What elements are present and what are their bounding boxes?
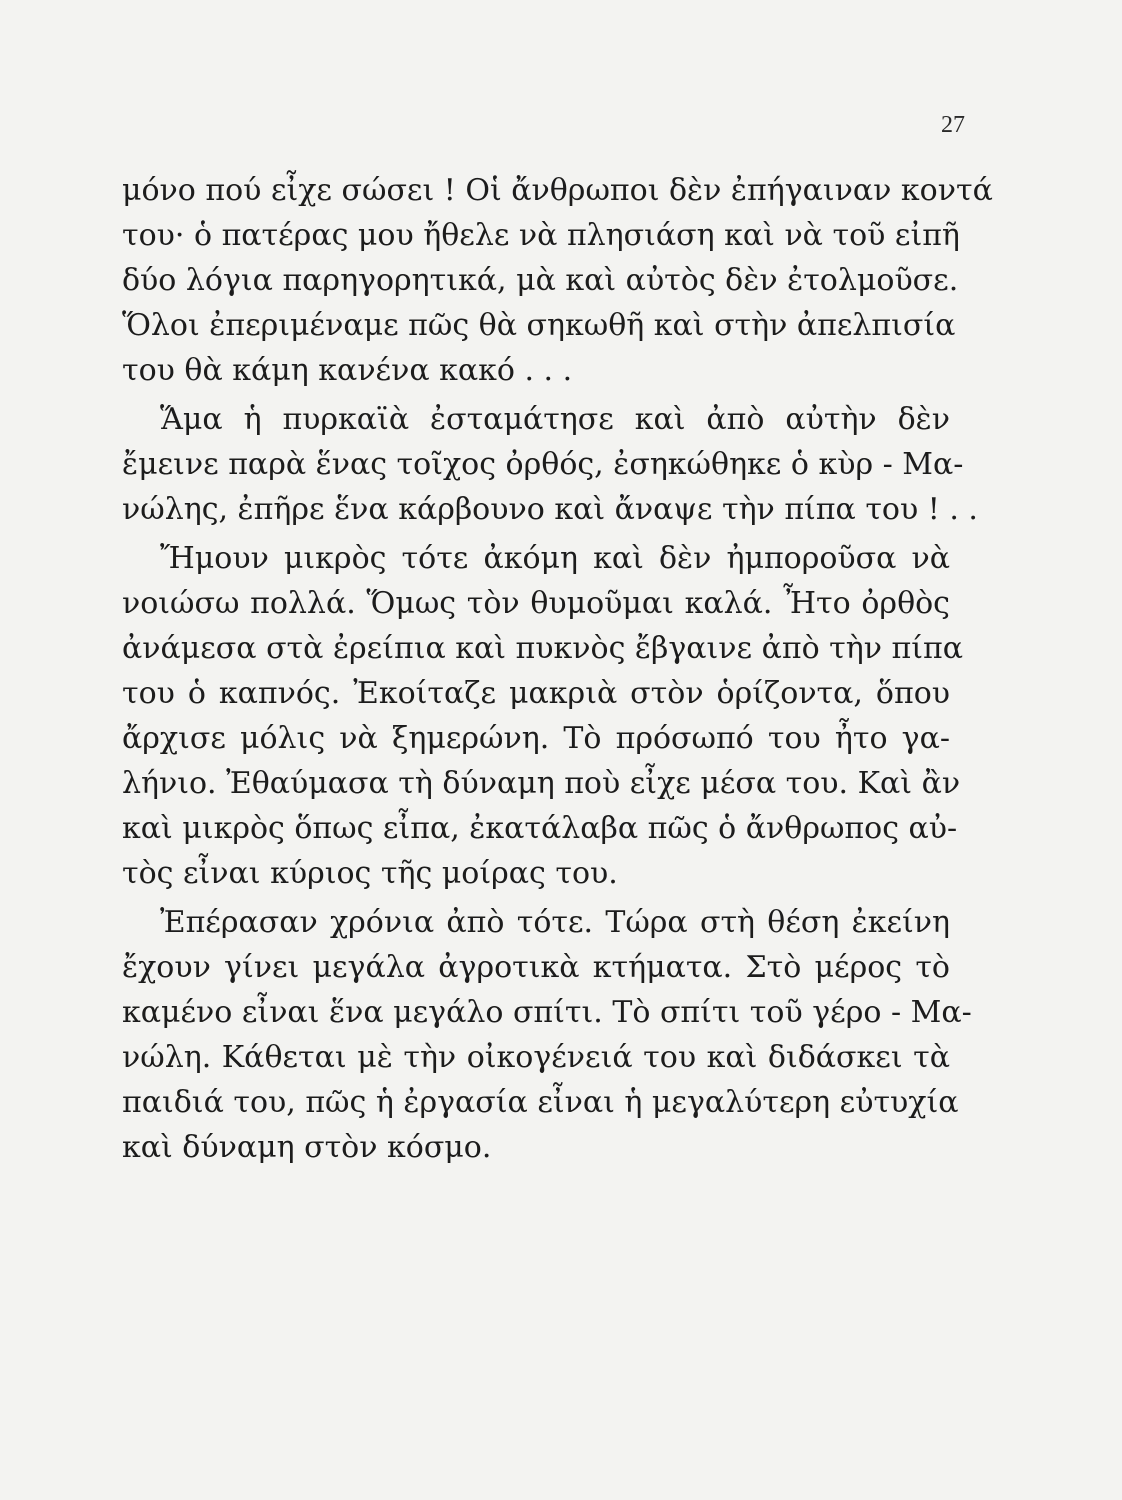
text-line: Ἅμα ἡ πυρκαϊὰ ἐσταμάτησε καὶ ἀπὸ αὐτὴν δὲν <box>160 402 950 437</box>
text-line: του ὁ καπνός. Ἐκοίταζε μακριὰ στὸν ὁρίζοντα, ὅπου <box>122 676 950 711</box>
text-line: ἔμεινε παρὰ ἕνας τοῖχος ὀρθός, ἐσηκώθηκε ὁ κὺρ - Μα- <box>122 447 964 482</box>
text-line: δύο λόγια παρηγορητικά, μὰ καὶ αὐτὸς δὲν ἐτολμοῦσε. <box>122 263 959 298</box>
text-line: παιδιά του, πῶς ἡ ἐργασία εἶναι ἡ μεγαλύτερη εὐτυχία <box>122 1085 959 1120</box>
text-line: Ἐπέρασαν χρόνια ἀπὸ τότε. Τώρα στὴ θέση ἐκείνη <box>160 905 950 940</box>
text-line: του θὰ κάμη κανένα κακό . . . <box>122 353 573 388</box>
text-line: ἀνάμεσα στὰ ἐρείπια καὶ πυκνὸς ἔβγαινε ἀπὸ τὴν πίπα <box>122 631 963 666</box>
text-line: καμένο εἶναι ἕνα μεγάλο σπίτι. Τὸ σπίτι τοῦ γέρο - Μα- <box>122 995 972 1030</box>
text-line: Ὅλοι ἐπεριμέναμε πῶς θὰ σηκωθῆ καὶ στὴν ἀπελπισία <box>122 308 956 343</box>
text-line: τὸς εἶναι κύριος τῆς μοίρας του. <box>122 856 618 891</box>
text-line: νώλη. Κάθεται μὲ τὴν οἰκογένειά του καὶ διδάσκει τὰ <box>122 1040 950 1075</box>
text-line: καὶ δύναμη στὸν κόσμο. <box>122 1130 492 1165</box>
paragraph-2 <box>122 397 978 532</box>
text-line: νώλης, ἐπῆρε ἕνα κάρβουνο καὶ ἄναψε τὴν πίπα του ! . . <box>122 492 978 527</box>
text-line: ἔχουν γίνει μεγάλα ἀγροτικὰ κτήματα. Στὸ μέρος τὸ <box>122 950 950 985</box>
paragraph-4 <box>122 900 972 1170</box>
body-text <box>122 168 993 1170</box>
text-line: νοιώσω πολλά. Ὅμως τὸν θυμοῦμαι καλά. Ἦτο ὀρθὸς <box>122 586 950 621</box>
page-number: 27 <box>941 112 965 138</box>
text-line: ἄρχισε μόλις νὰ ξημερώνη. Τὸ πρόσωπό του ἦτο γα- <box>122 721 950 756</box>
text-line: του· ὁ πατέρας μου ἤθελε νὰ πλησιάση καὶ νὰ τοῦ εἰπῆ <box>122 218 960 253</box>
text-line: λήνιο. Ἐθαύμασα τὴ δύναμη ποὺ εἶχε μέσα του. Καὶ ἂν <box>122 766 961 801</box>
text-line: Ἤμουν μικρὸς τότε ἀκόμη καὶ δὲν ἠμποροῦσα νὰ <box>160 541 950 576</box>
text-line: μόνο πού εἶχε σώσει ! Οἱ ἄνθρωποι δὲν ἐπήγαιναν κοντά <box>122 173 993 208</box>
paragraph-3 <box>122 536 963 896</box>
text-line: καὶ μικρὸς ὅπως εἶπα, ἐκατάλαβα πῶς ὁ ἄνθρωπος αὐ- <box>122 811 958 846</box>
paragraph-1 <box>122 168 993 393</box>
